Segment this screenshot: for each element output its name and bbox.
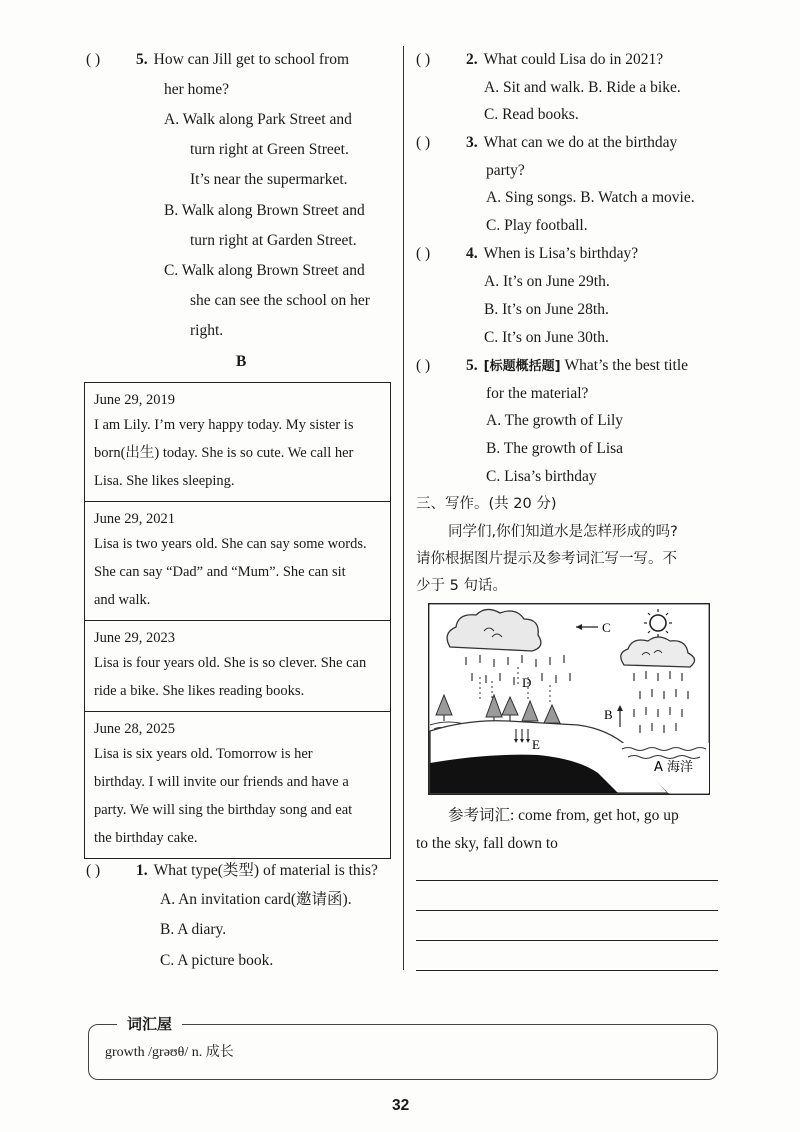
column-divider <box>403 46 404 970</box>
q5-option-a-line2: turn right at Green Street. <box>190 141 349 158</box>
question-1: ( ) 1. What type(类型) of material is this? <box>86 862 378 879</box>
q5-option-c-line1: C. Walk along Brown Street and <box>164 262 365 279</box>
water-cycle-illustration <box>428 603 710 795</box>
reference-words-line2: to the sky, fall down to <box>416 835 558 852</box>
q5r-option-b: B. The growth of Lisa <box>486 440 624 457</box>
q1-option-c: C. A picture book. <box>160 952 274 969</box>
q5r-option-c: C. Lisa’s birthday <box>486 468 597 485</box>
q3-stem-line2: party? <box>486 162 525 179</box>
writing-line[interactable] <box>416 910 718 911</box>
diary-line: and walk. <box>94 592 151 608</box>
diary-line: Lisa. She likes sleeping. <box>94 473 235 489</box>
question-3: ( ) 3. What can we do at the birthday <box>416 134 678 151</box>
diary-date: June 28, 2025 <box>94 721 175 737</box>
diary-box <box>84 382 391 859</box>
diary-date: June 29, 2021 <box>94 511 175 527</box>
section-b-heading: B <box>236 353 247 370</box>
writing-line[interactable] <box>416 940 718 941</box>
writing-prompt-line1: 同学们,你们知道水是怎样形成的吗? <box>448 524 678 540</box>
q5-option-b-line1: B. Walk along Brown Street and <box>164 202 365 219</box>
q2-option-c: C. Read books. <box>484 106 579 123</box>
q2-options-ab: A. Sit and walk. B. Ride a bike. <box>484 79 681 96</box>
q4-option-c: C. It’s on June 30th. <box>484 329 609 346</box>
diary-line: Lisa is four years old. She is so clever. She can <box>94 655 367 671</box>
diary-line: born(出生) today. She is so cute. We call her <box>94 445 354 461</box>
diary-date: June 29, 2019 <box>94 392 175 408</box>
q3-options-ab: A. Sing songs. B. Watch a movie. <box>486 189 695 206</box>
question-2: ( ) 2. What could Lisa do in 2021? <box>416 51 664 68</box>
diagram-label-a-ocean: A 海洋 <box>654 760 694 775</box>
question-type-tag: [标题概括题] <box>483 359 561 374</box>
q5r-option-a: A. The growth of Lily <box>486 412 624 429</box>
q4-option-b: B. It’s on June 28th. <box>484 301 609 318</box>
diary-date: June 29, 2023 <box>94 630 175 646</box>
question-5-right: ( ) 5. [标题概括题] What’s the best title <box>416 356 688 377</box>
vocabulary-box <box>88 1015 718 1080</box>
writing-heading: 三、写作。(共 20 分) <box>416 496 557 512</box>
writing-prompt-line3: 少于 5 句话。 <box>416 578 507 594</box>
diary-entry <box>85 502 390 621</box>
diary-line: She can say “Dad” and “Mum”. She can sit <box>94 564 346 580</box>
diagram-label-d: D <box>522 675 532 690</box>
diary-entry <box>85 712 390 858</box>
diagram-label-b: B <box>604 707 613 722</box>
reference-words-line1: 参考词汇: come from, get hot, go up <box>448 807 679 824</box>
diary-line: Lisa is two years old. She can say some words. <box>94 536 367 552</box>
answer-blank[interactable]: ( ) <box>416 134 431 151</box>
diary-line: Lisa is six years old. Tomorrow is her <box>94 746 313 762</box>
q4-option-a: A. It’s on June 29th. <box>484 273 610 290</box>
q5-stem-line2: her home? <box>164 81 229 98</box>
writing-line[interactable] <box>416 880 718 881</box>
diary-entry <box>85 621 390 712</box>
diary-line: party. We will sing the birthday song and eat <box>94 802 353 818</box>
q5-option-a-line1: A. Walk along Park Street and <box>164 111 352 128</box>
answer-blank[interactable]: ( ) <box>86 862 101 879</box>
answer-blank[interactable]: ( ) <box>86 51 101 68</box>
q5-option-b-line2: turn right at Garden Street. <box>190 232 357 249</box>
page-number: 32 <box>392 1097 410 1114</box>
q1-option-b: B. A diary. <box>160 921 227 938</box>
diary-line: ride a bike. She likes reading books. <box>94 683 305 699</box>
writing-prompt-line2: 请你根据图片提示及参考词汇写一写。不 <box>416 551 677 567</box>
diary-line: birthday. I will invite our friends and have a <box>94 774 349 790</box>
q3-option-c: C. Play football. <box>486 217 588 234</box>
q5-option-c-line2: she can see the school on her <box>190 292 370 309</box>
q5-option-a-line3: It’s near the supermarket. <box>190 171 348 188</box>
answer-blank[interactable]: ( ) <box>416 51 431 68</box>
question-4: ( ) 4. When is Lisa’s birthday? <box>416 245 639 262</box>
question-5-left: ( ) 5. How can Jill get to school from <box>86 51 350 68</box>
water-cycle-diagram <box>428 603 710 795</box>
answer-blank[interactable]: ( ) <box>416 357 431 374</box>
diary-entry <box>85 383 390 502</box>
diary-line: the birthday cake. <box>94 830 198 846</box>
diary-line: I am Lily. I’m very happy today. My sister is <box>94 417 354 433</box>
writing-line[interactable] <box>416 970 718 971</box>
vocabulary-entry: growth /grəʊθ/ n. 成长 <box>105 1045 234 1060</box>
answer-blank[interactable]: ( ) <box>416 245 431 262</box>
diagram-label-c: C <box>602 620 611 635</box>
q1-option-a: A. An invitation card(邀请函). <box>160 891 352 908</box>
q5-option-c-line3: right. <box>190 322 224 339</box>
diagram-label-e: E <box>532 737 540 752</box>
q5r-stem-line2: for the material? <box>486 385 589 402</box>
vocabulary-box-title: 词汇屋 <box>117 1013 182 1034</box>
